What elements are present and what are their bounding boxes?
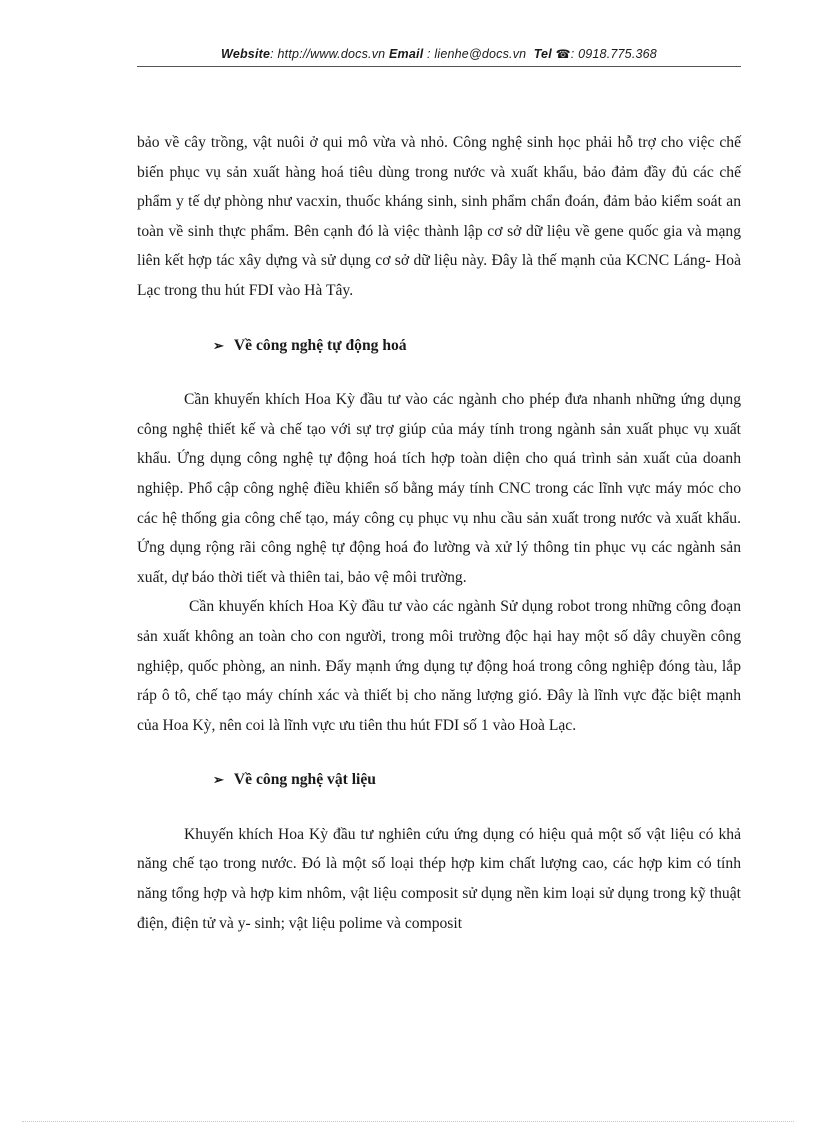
heading-text: Về công nghệ vật liệu [233, 771, 376, 789]
tel-value: : 0918.775.368 [570, 47, 657, 61]
document-body [137, 128, 741, 938]
section-heading-automation [213, 331, 741, 361]
page-bottom-border [22, 1121, 794, 1122]
tel-label: Tel [533, 47, 552, 61]
email-value: : lienhe@docs.vn [423, 47, 527, 61]
paragraph-3: Cần khuyến khích Hoa Kỳ đầu tư vào các ngành Sử dụng robot trong những công đoạn sản xuất không an toàn cho con người, trong môi trường độc hại hay một số dây chuyền công nghiệp, quốc phòng, an ninh. Đẩy mạnh ứng dụng tự động hoá trong công nghiệp đóng tàu, lắp ráp ô tô, chế tạo máy chính xác và thiết bị cho năng lượng gió. Đây là lĩnh vực đặc biệt mạnh của Hoa Kỳ, nên coi là lĩnh vực ưu tiên thu hút FDI số 1 vào Hoà Lạc. [137, 598, 741, 734]
heading-text: Về công nghệ tự động hoá [233, 336, 407, 354]
phone-icon: ☎ [555, 47, 571, 61]
email-label: Email [389, 47, 424, 61]
section-heading-materials [213, 765, 741, 795]
arrow-bullet-icon: ➢ [213, 772, 224, 788]
website-label: Website [221, 47, 271, 61]
arrow-bullet-icon: ➢ [213, 337, 224, 353]
website-value: : http://www.docs.vn [270, 47, 386, 61]
page-header [137, 47, 741, 61]
paragraph-1: bảo về cây trồng, vật nuôi ở qui mô vừa và nhỏ. Công nghệ sinh học phải hỗ trợ cho việc chế biến phục vụ sản xuất hàng hoá tiêu dùng trong nước và xuất khẩu, bảo đảm đầy đủ các chế phẩm y tế dự phòng như vacxin, thuốc kháng sinh, sinh phẩm chẩn đoán, đảm bảo kiểm soát an toàn về sinh thực phẩm. Bên cạnh đó là việc thành lập cơ sở dữ liệu về gene quốc gia và mạng liên kết hợp tác xây dựng và sử dụng cơ sở dữ liệu này. Đây là thế mạnh của KCNC Láng- Hoà Lạc trong thu hút FDI vào Hà Tây. [137, 134, 741, 299]
header-divider [137, 66, 741, 67]
paragraph-2: Cần khuyến khích Hoa Kỳ đầu tư vào các ngành cho phép đưa nhanh những ứng dụng công nghệ thiết kế và chế tạo với sự trợ giúp của máy tính trong ngành sản xuất phục vụ xuất khẩu. Ứng dụng công nghệ tự động hoá tích hợp toàn diện cho quá trình sản xuất của doanh nghiệp. Phổ cập công nghệ điều khiển số bằng máy tính CNC trong các lĩnh vực máy móc cho các hệ thống gia công chế tạo, máy công cụ phục vụ nhu cầu sản xuất trong nước và xuất khẩu. Ứng dụng rộng rãi công nghệ tự động hoá đo lường và xử lý thông tin phục vụ các ngành sản xuất, dự báo thời tiết và thiên tai, bảo vệ môi trường. [137, 391, 741, 586]
paragraph-4: Khuyến khích Hoa Kỳ đầu tư nghiên cứu ứng dụng có hiệu quả một số vật liệu có khả năng chế tạo trong nước. Đó là một số loại thép hợp kim chất lượng cao, các hợp kim có tính năng tổng hợp và hợp kim nhôm, vật liệu composit sử dụng nền kim loại sử dụng trong kỹ thuật điện, điện tử và y- sinh; vật liệu polime và composit [137, 825, 741, 932]
